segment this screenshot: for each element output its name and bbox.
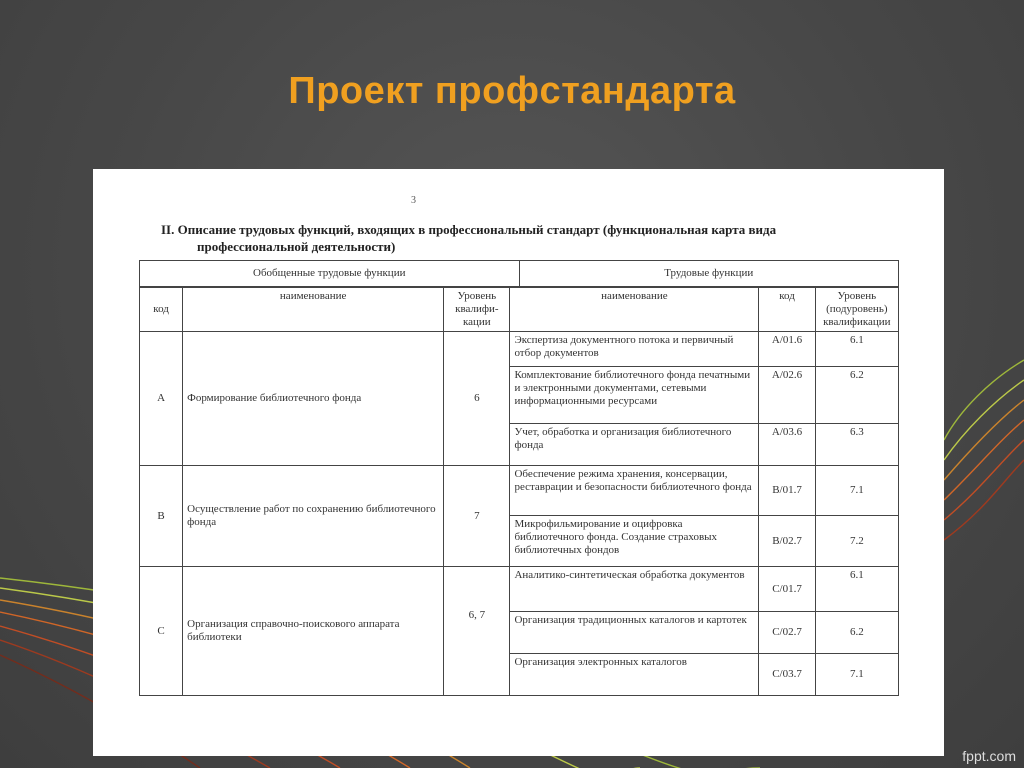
group-level: 7: [444, 466, 510, 567]
function-name: Обеспечение режима хранения, консервации, реставрации и безопасности библиотечного фонда: [510, 466, 759, 516]
header-name: наименование: [183, 288, 444, 332]
page-number: 3: [411, 195, 416, 206]
heading-line-2: профессиональной деятельности): [197, 239, 396, 254]
function-code: С/02.7: [759, 612, 815, 654]
heading-line-1: II. Описание трудовых функций, входящих в профессиональный стандарт (функциональная карта вида: [161, 222, 777, 237]
group-code: B: [140, 466, 183, 567]
group-level: 6: [444, 332, 510, 466]
function-code: С/01.7: [759, 567, 815, 612]
function-level: 7.1: [815, 654, 898, 696]
header-level: Уровень квалифи-кации: [444, 288, 510, 332]
header-code: код: [140, 288, 183, 332]
group-name: Формирование библиотечного фонда: [183, 332, 444, 466]
function-code: А/02.6: [759, 367, 815, 424]
generalized-functions-header: Обобщенные трудовые функции: [140, 261, 520, 287]
function-level: 6.2: [815, 367, 898, 424]
function-code: В/02.7: [759, 516, 815, 567]
section-heading: [161, 221, 881, 255]
function-code: В/01.7: [759, 466, 815, 516]
function-name: Комплектование библиотечного фонда печатными и электронными документами, сетевыми информационными ресурсами: [510, 367, 759, 424]
function-name: Организация традиционных каталогов и картотек: [510, 612, 759, 654]
group-header-table: [139, 260, 899, 287]
table-row: [140, 466, 899, 516]
header-function-level: Уровень (подуровень) квалификации: [815, 288, 898, 332]
function-level: 6.1: [815, 567, 898, 612]
labor-functions-header: Трудовые функции: [519, 261, 899, 287]
table-row: [140, 332, 899, 367]
function-level: 6.3: [815, 424, 898, 466]
function-name: Аналитико-синтетическая обработка документов: [510, 567, 759, 612]
header-function-code: код: [759, 288, 815, 332]
function-name: Организация электронных каталогов: [510, 654, 759, 696]
function-level: 7.1: [815, 466, 898, 516]
function-code: А/01.6: [759, 332, 815, 367]
function-code: С/03.7: [759, 654, 815, 696]
document-image: [93, 169, 944, 756]
function-level: 6.1: [815, 332, 898, 367]
group-code: C: [140, 567, 183, 696]
group-level: 6, 7: [444, 567, 510, 696]
function-name: Учет, обработка и организация библиотечного фонда: [510, 424, 759, 466]
function-name: Микрофильмирование и оцифровка библиотечного фонда. Создание страховых библиотечных фондов: [510, 516, 759, 567]
group-name: Осуществление работ по сохранению библиотечного фонда: [183, 466, 444, 567]
function-code: А/03.6: [759, 424, 815, 466]
function-level: 6.2: [815, 612, 898, 654]
function-level: 7.2: [815, 516, 898, 567]
group-name: Организация справочно-поискового аппарата библиотеки: [183, 567, 444, 696]
header-function-name: наименование: [510, 288, 759, 332]
group-code: A: [140, 332, 183, 466]
watermark: fppt.com: [962, 748, 1016, 764]
slide-title: Проект профстандарта: [288, 70, 736, 112]
table-row: [140, 567, 899, 612]
function-name: Экспертиза документного потока и первичный отбор документов: [510, 332, 759, 367]
functions-table: [139, 287, 899, 696]
